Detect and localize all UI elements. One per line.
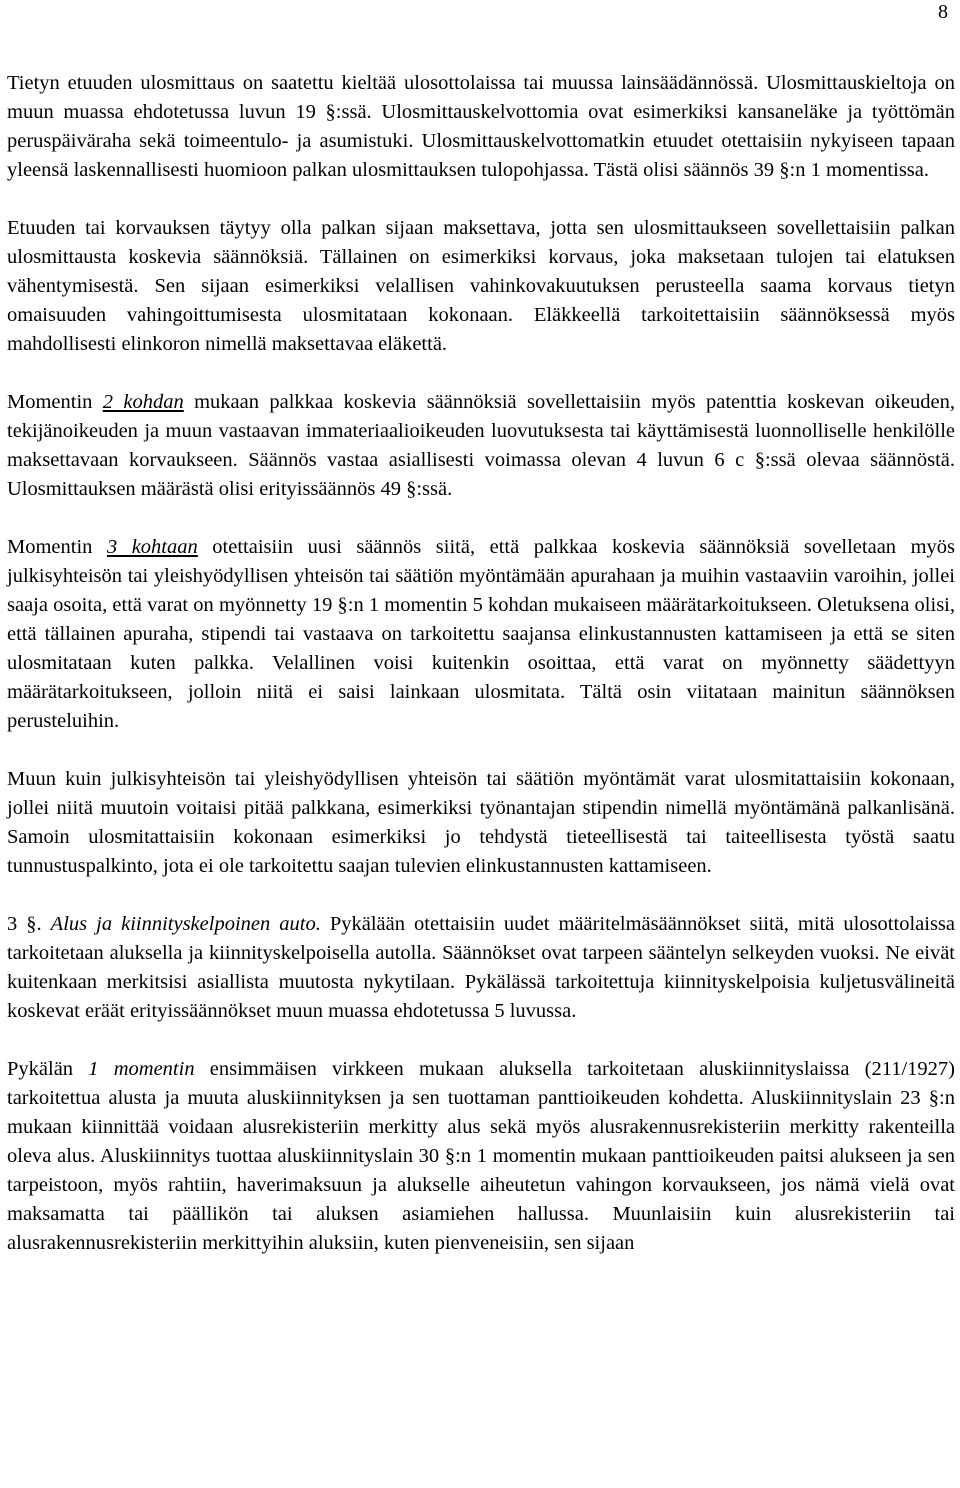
paragraph-lead: Pykälän bbox=[7, 1058, 89, 1080]
paragraph-section-2 bbox=[7, 388, 955, 504]
paragraph-lead: Momentin bbox=[7, 536, 107, 558]
paragraph-moment-1 bbox=[7, 1055, 955, 1258]
paragraph-rest: mukaan palkkaa koskevia säännöksiä sovellettaisiin myös patenttia koskevan oikeuden, tekijänoikeuden ja muun vastaavan immateriaalioikeuden luovutuksesta tai käyttämisestä luonnolliselle henkilölle maksettavaan korvaukseen. Säännös vastaa asiallisesti voimassa olevan 4 luvun 6 c §:ssä olevaa säännöstä. Ulosmittauksen määrästä olisi erityissäännös 49 §:ssä. bbox=[7, 391, 955, 500]
paragraph-rest: ensimmäisen virkkeen mukaan aluksella tarkoitetaan aluskiinnityslaissa (211/1927) tarkoitettua alusta ja muuta aluskiinnityksen ja sen tuottaman panttioikeuden kohdetta. Aluskiinnityslain 23 §:n mukaan kiinnittää voidaan alusrekisteriin merkitty alus sekä myös alusrakennusrekisteriin merkitty rakenteilla oleva alus. Aluskiinnitys tuottaa aluskiinnityslain 30 §:n 1 momentin mukaan panttioikeuden paitsi alukseen ja sen tarpeistoon, myös rahtiin, haverimaksuun ja alukselle aiheutetun vahingon korvaukseen, jos nämä vielä ovat maksamatta tai päällikön tai aluksen asiamiehen hallussa. Muunlaisiin kuin alusrekisteriin tai alusrakennusrekisteriin merkittyihin aluksiin, kuten pienveneisiin, sen sijaan bbox=[7, 1058, 955, 1254]
paragraph-lead: 3 §. bbox=[7, 913, 51, 935]
paragraph-other-grants: Muun kuin julkisyhteisön tai yleishyödyllisen yhteisön tai säätiön myöntämät varat ulosmitattaisiin kokonaan, jollei niitä muutoin voitaisi pitää palkkana, esimerkiksi työnantajan stipendin nimellä myöntämänä palkanlisänä. Samoin ulosmitattaisiin kokonaan esimerkiksi jo tehdystä tieteellisestä tai taiteellisesta työstä saatu tunnustuspalkinto, jota ei ole tarkoitettu saajan tulevien elinkustannusten kattamiseen. bbox=[7, 768, 955, 877]
emphasis-subsection-3: 3 kohtaan bbox=[106, 536, 198, 558]
paragraph-section-3-vessel bbox=[7, 910, 955, 1026]
emphasis-vessel-heading: Alus ja kiinnityskelpoinen auto. bbox=[50, 913, 321, 935]
paragraph-rest: otettaisiin uusi säännös siitä, että palkkaa koskevia säännöksiä sovelletaan myös julkisyhteisön tai yleishyödyllisen yhteisön tai säätiön myöntämään apurahaan ja muihin vastaaviin varoihin, jollei saaja osoita, että varat on myönnetty 19 §:n 1 momentin 5 kohdan mukaiseen määrätarkoitukseen. Oletuksena olisi, että tällainen apuraha, stipendi tai vastaava on tarkoitettu saajansa elinkustannusten kattamiseen ja että se siten ulosmitataan kuten palkka. Velallinen voisi kuitenkin osoittaa, että varat on myönnetty säädettyyn määrätarkoitukseen, jolloin niitä ei saisi lainkaan ulosmitata. Tältä osin viitataan mainitun säännöksen perusteluihin. bbox=[7, 536, 955, 732]
emphasis-moment-1: 1 momentin bbox=[88, 1058, 195, 1080]
paragraph-restrictions: Tietyn etuuden ulosmittaus on saatettu kieltää ulosottolaissa tai muussa lainsäädännössä. Ulosmittauskieltoja on muun muassa ehdotetussa luvun 19 §:ssä. Ulosmittauskelvottomia ovat esimerkiksi kansaneläke ja työttömän peruspäiväraha sekä toimeentulo- ja asumistuki. Ulosmittauskelvottomatkin etuudet otettaisiin nykyiseen tapaan yleensä laskennallisesti huomioon palkan ulosmittauksen tulopohjassa. Tästä olisi säännös 39 §:n 1 momentissa. bbox=[7, 72, 955, 181]
emphasis-subsection-2: 2 kohdan bbox=[102, 391, 184, 413]
paragraph-rest: Pykälään otettaisiin uudet määritelmäsäännökset siitä, mitä ulosottolaissa tarkoitetaan aluksella ja kiinnityskelpoisella autolla. Säännökset ovat tarpeen sääntelyn selkeyden vuoksi. Ne eivät kuitenkaan merkitsisi asiallista muutosta nykytilaan. Pykälässä tarkoitettuja kiinnityskelpoisia kuljetusvälineitä koskevat eräät erityissäännökset muun muassa ehdotetussa 5 luvussa. bbox=[7, 913, 955, 1022]
document-body bbox=[7, 69, 955, 1258]
page-number: 8 bbox=[938, 1, 948, 23]
paragraph-compensation: Etuuden tai korvauksen täytyy olla palkan sijaan maksettava, jotta sen ulosmittaukseen sovellettaisiin palkan ulosmittausta koskevia säännöksiä. Tällainen on esimerkiksi korvaus, joka maksetaan tulojen tai elatuksen vähentymisestä. Sen sijaan esimerkiksi velallisen vahinkovakuutuksen perusteella saama korvaus tietyn omaisuuden vahingoittumisesta ulosmitataan kokonaan. Eläkkeellä tarkoitettaisiin säännöksessä myös mahdollisesti elinkoron nimellä maksettavaa eläkettä. bbox=[7, 217, 955, 355]
paragraph-section-3 bbox=[7, 533, 955, 736]
paragraph-lead: Momentin bbox=[7, 391, 103, 413]
